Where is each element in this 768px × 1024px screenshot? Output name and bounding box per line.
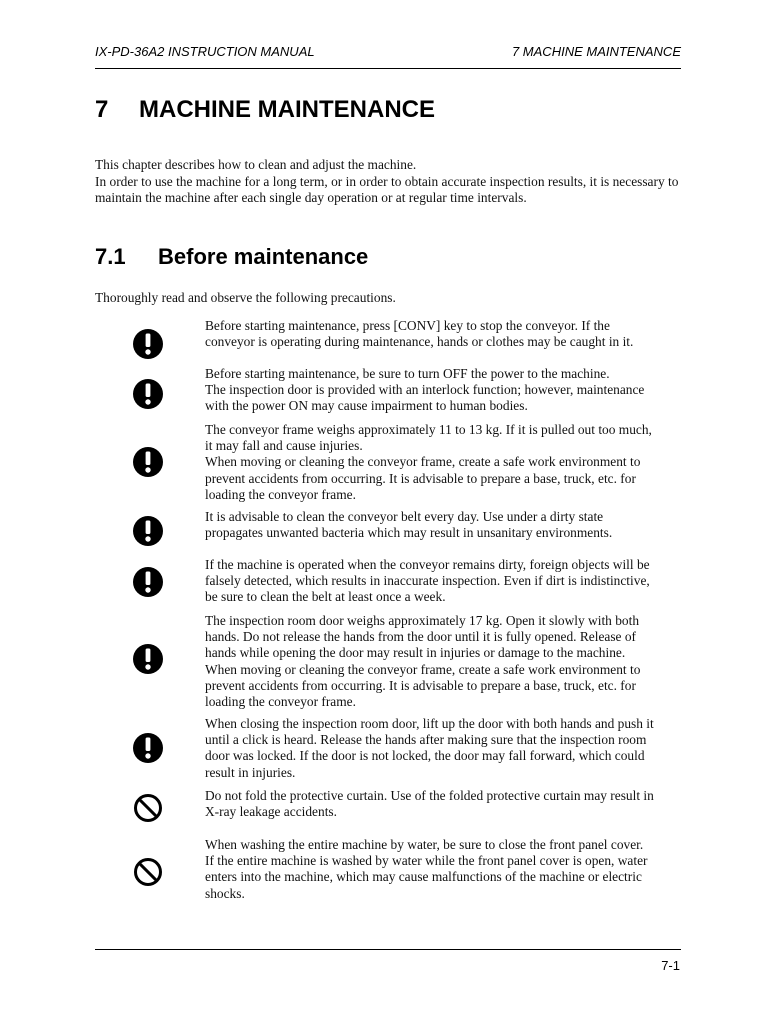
mandatory-icon xyxy=(130,444,166,480)
mandatory-icon xyxy=(130,641,166,677)
precaution-text: If the machine is operated when the conveyor remains dirty, foreign objects will be falsely detected, which results in inaccurate inspection. Even if dirt is indistinctive, be sure to clean the belt at least once a week. xyxy=(205,557,650,605)
precaution-text: Do not fold the protective curtain. Use of the folded protective curtain may result in X-ray leakage accidents. xyxy=(205,788,654,820)
chapter-intro xyxy=(95,157,685,207)
chapter-title: MACHINE MAINTENANCE xyxy=(139,96,435,123)
header-rule xyxy=(95,68,681,69)
chapter-heading xyxy=(95,96,435,124)
precaution-text: It is advisable to clean the conveyor belt every day. Use under a dirty state propagates unwanted bacteria which may result in unsanitary environments. xyxy=(205,509,613,541)
footer-rule xyxy=(95,949,681,950)
precaution-text: Before starting maintenance, press [CONV] key to stop the conveyor. If the conveyor is operating during maintenance, hands or clothes may be caught in it. xyxy=(205,318,634,350)
precautions-lead: Thoroughly read and observe the following precautions. xyxy=(95,290,396,305)
intro-line-2: In order to use the machine for a long term, or in order to obtain accurate inspection results, it is necessary to maintain the machine after each single day operation or at regular time intervals. xyxy=(95,173,679,205)
section-title: Before maintenance xyxy=(158,244,369,269)
precaution-text: The inspection room door weighs approximately 17 kg. Open it slowly with both hands. Do not release the hands from the door until it is fully opened. Release of hands while opening the door may result in injuries or damage to the machine. When moving or cleaning the conveyor frame, create a safe work environment to prevent accidents from occurring. It is advisable to prepare a base, truck, etc. for loading the conveyor frame. xyxy=(205,613,641,710)
mandatory-icon xyxy=(130,326,166,362)
mandatory-icon xyxy=(130,376,166,412)
prohibition-icon xyxy=(130,790,166,826)
header-chapter-title: 7 MACHINE MAINTENANCE xyxy=(511,44,681,59)
mandatory-icon xyxy=(130,730,166,766)
precaution-text: When washing the entire machine by water, be sure to close the front panel cover. If the entire machine is washed by water while the front panel cover is open, water enters into the machine, which may cause malfunctions of the machine or electric shocks. xyxy=(205,837,648,901)
header-manual-title: IX-PD-36A2 INSTRUCTION MANUAL xyxy=(95,44,315,59)
precaution-text: When closing the inspection room door, lift up the door with both hands and push it until a click is heard. Release the hands after making sure that the inspection room door was locked. If the door is not locked, the door may fall forward, which could result in injuries. xyxy=(205,716,654,780)
mandatory-icon xyxy=(130,513,166,549)
precaution-text: The conveyor frame weighs approximately 11 to 13 kg. If it is pulled out too much, it may fall and cause injuries. When moving or cleaning the conveyor frame, create a safe work environment to prevent accidents from occurring. It is advisable to prepare a base, truck, etc. for loading the conveyor frame. xyxy=(205,422,652,502)
page-number: 7-1 xyxy=(661,958,680,973)
prohibition-icon xyxy=(130,854,166,890)
mandatory-icon xyxy=(130,564,166,600)
section-number: 7.1 xyxy=(95,244,126,269)
intro-line-1: This chapter describes how to clean and adjust the machine. xyxy=(95,157,417,172)
section-heading xyxy=(95,244,368,270)
chapter-number: 7 xyxy=(95,96,109,123)
precaution-text: Before starting maintenance, be sure to turn OFF the power to the machine. The inspection door is provided with an interlock function; however, maintenance with the power ON may cause impairment to human bodies. xyxy=(205,366,645,414)
